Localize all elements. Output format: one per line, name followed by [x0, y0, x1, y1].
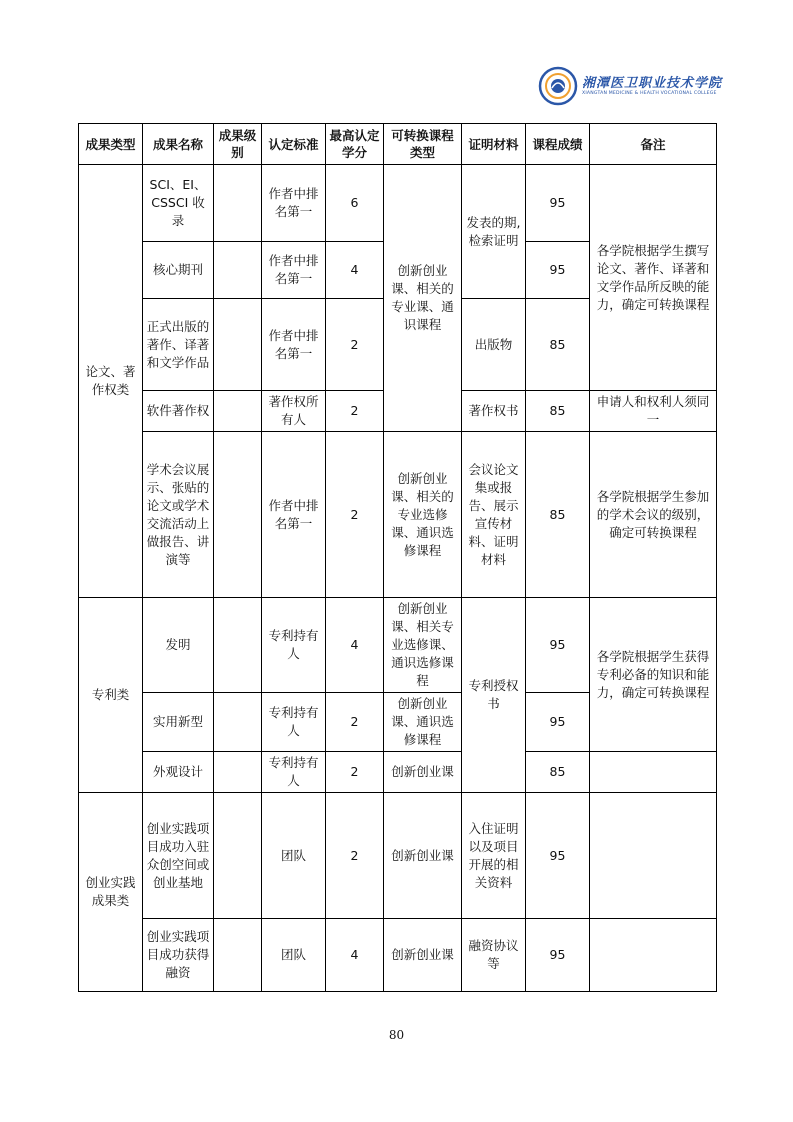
standard: 作者中排名第一: [262, 242, 326, 299]
col-header: 证明材料: [462, 124, 526, 165]
standard: 专利持有人: [262, 598, 326, 693]
achievement-name: 发明: [143, 598, 214, 693]
proof: 会议论文集或报告、展示宣传材料、证明材料: [462, 432, 526, 598]
course-type: 创新创业课: [384, 919, 462, 992]
credit: 4: [326, 919, 384, 992]
course-type: 创新创业课、通识选修课程: [384, 693, 462, 752]
college-emblem-icon: [538, 66, 578, 106]
credit: 2: [326, 693, 384, 752]
credit: 4: [326, 242, 384, 299]
credit: 4: [326, 598, 384, 693]
achievement-type: 论文、著作权类: [79, 165, 143, 598]
achievement-level: [214, 919, 262, 992]
standard: 团队: [262, 919, 326, 992]
standard: 作者中排名第一: [262, 432, 326, 598]
proof: 出版物: [462, 299, 526, 391]
credit: 2: [326, 391, 384, 432]
grade: 95: [526, 793, 590, 919]
col-header: 最高认定学分: [326, 124, 384, 165]
col-header: 成果类型: [79, 124, 143, 165]
proof: 融资协议等: [462, 919, 526, 992]
grade: 85: [526, 752, 590, 793]
course-type: 创新创业课: [384, 793, 462, 919]
achievement-level: [214, 242, 262, 299]
achievement-name: SCI、EI、CSSCI 收录: [143, 165, 214, 242]
grade: 95: [526, 919, 590, 992]
achievement-level: [214, 299, 262, 391]
proof: 著作权书: [462, 391, 526, 432]
achievement-level: [214, 432, 262, 598]
table-row: [79, 919, 717, 992]
proof: 专利授权书: [462, 598, 526, 793]
course-type: 创新创业课、相关的专业选修课、通识选修课程: [384, 432, 462, 598]
achievement-name: 正式出版的著作、译著和文学作品: [143, 299, 214, 391]
col-header: 认定标准: [262, 124, 326, 165]
grade: 85: [526, 432, 590, 598]
achievement-name: 创业实践项目成功入驻众创空间或创业基地: [143, 793, 214, 919]
page-number: 80: [388, 1028, 405, 1042]
note: 各学院根据学生参加的学术会议的级别，确定可转换课程: [590, 432, 717, 598]
table-row: [79, 793, 717, 919]
table-row: [79, 165, 717, 242]
proof: 发表的期,检索证明: [462, 165, 526, 299]
note: 各学院根据学生获得专利必备的知识和能力，确定可转换课程: [590, 598, 717, 752]
note: [590, 919, 717, 992]
standard: 团队: [262, 793, 326, 919]
table-row: [79, 598, 717, 693]
note: [590, 752, 717, 793]
achievement-level: [214, 165, 262, 242]
achievement-name: 学术会议展示、张贴的论文或学术交流活动上做报告、讲演等: [143, 432, 214, 598]
grade: 95: [526, 165, 590, 242]
credit: 2: [326, 793, 384, 919]
college-name-en: XIANGTAN MEDICINE & HEALTH VOCATIONAL COLLEGE: [582, 91, 717, 96]
achievement-name: 外观设计: [143, 752, 214, 793]
course-type: 创新创业课、相关的专业课、通识课程: [384, 165, 462, 432]
grade: 85: [526, 299, 590, 391]
standard: 作者中排名第一: [262, 165, 326, 242]
achievement-level: [214, 752, 262, 793]
col-header: 成果名称: [143, 124, 214, 165]
course-type: 创新创业课、相关专业选修课、通识选修课程: [384, 598, 462, 693]
col-header: 备注: [590, 124, 717, 165]
college-logo: [538, 66, 723, 110]
standard: 作者中排名第一: [262, 299, 326, 391]
standard: 著作权所有人: [262, 391, 326, 432]
achievement-name: 核心期刊: [143, 242, 214, 299]
col-header: 可转换课程类型: [384, 124, 462, 165]
achievement-name: 软件著作权: [143, 391, 214, 432]
grade: 95: [526, 242, 590, 299]
credit-conversion-table: [78, 123, 717, 992]
standard: 专利持有人: [262, 693, 326, 752]
achievement-level: [214, 693, 262, 752]
grade: 95: [526, 598, 590, 693]
standard: 专利持有人: [262, 752, 326, 793]
achievement-type: 专利类: [79, 598, 143, 793]
grade: 85: [526, 391, 590, 432]
note: [590, 793, 717, 919]
achievement-name: 实用新型: [143, 693, 214, 752]
credit: 2: [326, 299, 384, 391]
note: 各学院根据学生撰写论文、著作、译著和文学作品所反映的能力，确定可转换课程: [590, 165, 717, 391]
achievement-level: [214, 391, 262, 432]
course-type: 创新创业课: [384, 752, 462, 793]
col-header: 课程成绩: [526, 124, 590, 165]
table-header-row: [79, 124, 717, 165]
achievement-level: [214, 598, 262, 693]
credit: 6: [326, 165, 384, 242]
note: 申请人和权利人须同一: [590, 391, 717, 432]
college-name: 湘潭医卫职业技术学院: [582, 76, 723, 91]
proof: 入住证明以及项目开展的相关资料: [462, 793, 526, 919]
credit: 2: [326, 752, 384, 793]
table-row: [79, 752, 717, 793]
achievement-name: 创业实践项目成功获得融资: [143, 919, 214, 992]
grade: 95: [526, 693, 590, 752]
col-header: 成果级别: [214, 124, 262, 165]
achievement-type: 创业实践成果类: [79, 793, 143, 992]
credit: 2: [326, 432, 384, 598]
table-row: [79, 432, 717, 598]
achievement-level: [214, 793, 262, 919]
